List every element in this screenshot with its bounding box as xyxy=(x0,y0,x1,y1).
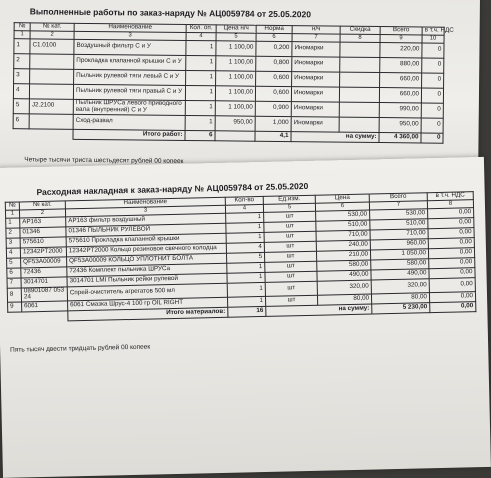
header-cell: № xyxy=(14,23,30,31)
index-cell: 4 xyxy=(186,32,216,40)
catalog-number: 12342PT2000 xyxy=(20,247,66,258)
index-cell: 1 xyxy=(14,30,30,38)
item-name: 3014701 LMI Пыльник рейки рулевой xyxy=(67,273,227,287)
vat: 0 xyxy=(422,73,444,88)
catalog-number: 72436 xyxy=(21,267,67,278)
vat: 0,00 xyxy=(428,247,474,258)
row-number: 5 xyxy=(7,258,21,268)
hour-type: Иномарки xyxy=(292,71,340,87)
hour-type: Иномарки xyxy=(292,41,340,57)
header-cell: Всего xyxy=(380,27,422,35)
row-number: 5 xyxy=(13,98,29,113)
index-cell: 9 xyxy=(380,34,422,42)
index-cell: 8 xyxy=(427,199,473,208)
catalog-number: J2.2100 xyxy=(29,98,73,113)
unit: шт xyxy=(265,261,317,272)
row-number: 7 xyxy=(7,278,21,288)
index-cell: 7 xyxy=(292,33,340,42)
total: 510,00 xyxy=(370,218,428,229)
discount xyxy=(340,72,380,87)
works-title: Выполненные работы по заказ-наряду № АЦ0059784 от 25.05.2020 xyxy=(29,6,312,20)
total: 580,00 xyxy=(371,258,429,269)
catalog-number: 575610 xyxy=(20,237,66,248)
unit: шт xyxy=(265,295,317,306)
works-amount-in-words: Четыре тысячи триста шестьдесят рублей 00 копеек xyxy=(24,156,184,165)
hour-price: 950,00 xyxy=(215,115,255,130)
index-cell: 5 xyxy=(263,203,315,212)
item-name: Воздушный фильтр С и У xyxy=(74,39,186,55)
quantity: 1 xyxy=(226,222,264,233)
total: 530,00 xyxy=(370,208,428,219)
index-cell: 3 xyxy=(65,205,225,217)
total-sum: 4 360,00 xyxy=(379,132,421,142)
header-cell: Ед.изм. xyxy=(263,195,315,204)
discount xyxy=(340,57,380,72)
total: 660,00 xyxy=(379,87,421,102)
quantity: 1 xyxy=(227,272,265,283)
hour-price: 1 100,00 xyxy=(216,40,256,55)
index-cell: 4 xyxy=(225,204,263,213)
materials-sheet xyxy=(0,157,491,478)
total-label: Итого материалов: xyxy=(68,307,228,321)
index-cell: 8 xyxy=(340,34,380,42)
row-number: 1 xyxy=(14,38,30,53)
total-qty: 16 xyxy=(228,306,266,317)
header-cell: Кол. оп. xyxy=(186,24,216,32)
vat: 0,00 xyxy=(429,277,475,292)
item-name: 12342PT2000 Кольцо резиновое свечного колодца xyxy=(66,243,226,257)
hour-price: 1 100,00 xyxy=(216,55,256,70)
blank-cell xyxy=(8,311,68,322)
catalog-number: 3014701 xyxy=(21,277,67,288)
norm: 0,900 xyxy=(255,101,291,116)
quantity: 1 xyxy=(227,262,265,273)
ops-count: 1 xyxy=(186,40,216,55)
index-cell: 2 xyxy=(19,209,65,218)
norm: 1,000 xyxy=(255,116,291,131)
index-cell: 5 xyxy=(216,32,256,40)
unit: шт xyxy=(264,211,316,222)
vat: 0,00 xyxy=(429,257,475,268)
header-cell: Наименование xyxy=(65,197,225,208)
header-cell: в т.ч. НДС xyxy=(422,27,444,35)
discount xyxy=(340,42,380,57)
header-cell: Норма xyxy=(256,25,292,33)
quantity: 4 xyxy=(226,242,264,253)
header-cell: Цена xyxy=(315,194,369,203)
vat: 0 xyxy=(421,118,443,133)
item-name: Спрей-очиститель агрегатов 500 мл xyxy=(67,283,227,301)
blank-cell xyxy=(13,128,73,139)
quantity: 1 xyxy=(227,296,265,307)
row-number: 3 xyxy=(6,238,20,248)
ops-count: 1 xyxy=(185,85,215,100)
total: 80,00 xyxy=(371,293,429,304)
item-name: 72436 Комплект пыльника ШРУСа xyxy=(67,263,227,277)
ops-count: 1 xyxy=(186,70,216,85)
header-cell: Кол-во xyxy=(225,196,263,204)
vat: 0,00 xyxy=(428,217,474,228)
price: 320,00 xyxy=(317,280,371,295)
item-name: Прокладка клапанной крышки С и У xyxy=(74,54,186,70)
unit: шт xyxy=(264,221,316,232)
vat: 0,00 xyxy=(429,291,475,302)
total: 490,00 xyxy=(371,268,429,279)
materials-title: Расходная накладная к заказ-наряду № АЦ0059784 от 25.05.2020 xyxy=(36,180,309,198)
hour-price: 1 100,00 xyxy=(215,85,255,100)
catalog-number xyxy=(29,83,73,98)
index-cell: 7 xyxy=(369,200,427,209)
sum-label: на сумму: xyxy=(266,304,372,316)
total: 1 050,00 xyxy=(370,248,428,259)
row-number: 4 xyxy=(6,248,20,258)
total: 960,00 xyxy=(370,238,428,249)
norm: 0,600 xyxy=(256,71,292,86)
row-number: 2 xyxy=(6,228,20,238)
item-name: QF53A00009 КОЛЬЦО УПЛОТНИТ БОЛТА xyxy=(67,253,227,267)
row-number: 3 xyxy=(14,68,30,83)
vat: 0 xyxy=(421,88,443,103)
header-cell: Всего xyxy=(369,193,427,202)
unit: шт xyxy=(264,231,316,242)
norm: 0,200 xyxy=(256,41,292,56)
norm: 0,600 xyxy=(255,86,291,101)
price: 240,00 xyxy=(316,240,370,251)
price: 80,00 xyxy=(317,294,371,305)
ops-count: 1 xyxy=(185,100,215,115)
discount xyxy=(339,102,379,117)
catalog-number xyxy=(30,53,74,68)
item-name: Пыльник ШРУСа левого приводного вала (внутренний) С и У xyxy=(73,99,185,115)
quantity: 1 xyxy=(226,212,264,223)
price: 210,00 xyxy=(316,250,370,261)
unit: шт xyxy=(265,271,317,282)
total-vat: 0 xyxy=(421,133,443,143)
total: 660,00 xyxy=(380,72,422,87)
catalog-number: AP163 xyxy=(20,217,66,228)
row-number: 1 xyxy=(6,218,20,228)
row-number: 8 xyxy=(7,288,21,303)
materials-table xyxy=(5,191,477,322)
catalog-number: 08901087 053 24 xyxy=(21,287,67,302)
row-number: 6 xyxy=(13,113,29,128)
price: 580,00 xyxy=(317,260,371,271)
catalog-number: 6061 xyxy=(22,301,68,312)
header-cell: № кат. xyxy=(19,201,65,210)
vat: 0 xyxy=(421,103,443,118)
item-name: Пыльник рулевой тяги правый С и У xyxy=(73,84,185,100)
header-cell: Цена н/ч xyxy=(216,25,256,33)
catalog-number xyxy=(29,113,73,128)
total: 880,00 xyxy=(380,57,422,72)
row-number: 6 xyxy=(7,268,21,278)
index-cell: 6 xyxy=(256,33,292,41)
hour-type: Иномарки xyxy=(292,56,340,72)
quantity: 5 xyxy=(226,252,264,263)
header-cell: № xyxy=(5,202,19,210)
price: 530,00 xyxy=(316,210,370,221)
discount xyxy=(339,117,379,132)
blank-cell xyxy=(215,130,255,140)
vat: 0 xyxy=(422,58,444,73)
total: 950,00 xyxy=(379,117,421,132)
vat: 0,00 xyxy=(428,237,474,248)
unit: шт xyxy=(264,241,316,252)
materials-amount-in-words: Пять тысяч двести тридцать рублей 00 копеек xyxy=(10,343,151,354)
item-name: 01346 ПЫЛЬНИК РУЛЕВОЙ xyxy=(66,223,226,237)
header-cell: н/ч xyxy=(292,26,340,34)
ops-count: 1 xyxy=(186,55,216,70)
vat: 0,00 xyxy=(429,267,475,278)
index-cell: 2 xyxy=(30,30,74,38)
sum-label: на сумму: xyxy=(291,131,379,142)
header-cell: Наименование xyxy=(74,23,186,32)
total-hours: 4,1 xyxy=(255,131,291,141)
catalog-number: 01346 xyxy=(20,227,66,238)
ops-count: 1 xyxy=(185,115,215,130)
works-sheet xyxy=(0,0,480,175)
item-name: Пыльник рулевой тяги левый С и У xyxy=(74,69,186,85)
total-ops: 6 xyxy=(185,130,215,140)
hour-type: Иномарки xyxy=(291,101,339,117)
index-cell: 6 xyxy=(315,202,369,211)
hour-price: 1 100,00 xyxy=(215,100,255,115)
unit: шт xyxy=(264,251,316,262)
row-number: 4 xyxy=(13,83,29,98)
header-cell: Скидка xyxy=(340,26,380,34)
hour-type: Иномарки xyxy=(291,116,339,132)
price: 490,00 xyxy=(317,270,371,281)
total-sum: 5 230,00 xyxy=(372,303,430,314)
total: 220,00 xyxy=(380,42,422,57)
item-name: 6061 Смазка Шрус-4 100 гр OIL RIGHT xyxy=(68,297,228,311)
total: 320,00 xyxy=(371,278,429,294)
discount xyxy=(339,87,379,102)
item-name: Сход-развал xyxy=(73,114,185,130)
quantity: 1 xyxy=(227,282,265,297)
index-cell: 3 xyxy=(74,31,186,40)
header-cell: в т.ч. НДС xyxy=(427,192,473,201)
row-number: 9 xyxy=(8,302,22,312)
catalog-number: С1.0100 xyxy=(30,38,74,53)
works-table xyxy=(12,22,454,143)
total-vat: 0,00 xyxy=(430,301,476,312)
hour-price: 1 100,00 xyxy=(216,70,256,85)
total-label: Итого работ: xyxy=(73,129,185,140)
price: 510,00 xyxy=(316,220,370,231)
item-name: AP163 фильтр воздушный xyxy=(66,213,226,227)
catalog-number: QF53A00009 xyxy=(21,257,67,268)
vat: 0,00 xyxy=(428,207,474,218)
item-name: 575610 Прокладка клапанной крышки xyxy=(66,233,226,247)
catalog-number xyxy=(30,68,74,83)
norm: 0,800 xyxy=(256,56,292,71)
hour-type: Иномарки xyxy=(291,86,339,102)
header-cell: № кат. xyxy=(30,23,74,31)
index-cell: 1 xyxy=(5,210,19,218)
row-number: 2 xyxy=(14,53,30,68)
unit: шт xyxy=(265,281,317,296)
index-cell: 10 xyxy=(422,35,444,43)
quantity: 1 xyxy=(226,232,264,243)
price: 710,00 xyxy=(316,230,370,241)
total: 990,00 xyxy=(379,102,421,117)
vat: 0 xyxy=(422,43,444,58)
vat: 0,00 xyxy=(428,227,474,238)
total: 710,00 xyxy=(370,228,428,239)
